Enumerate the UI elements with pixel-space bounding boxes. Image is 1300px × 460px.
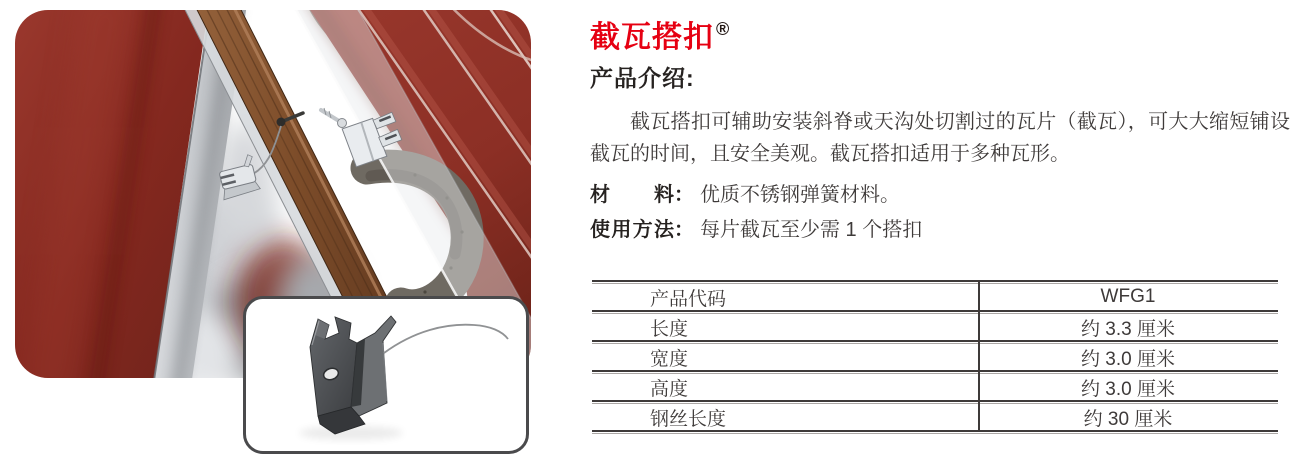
table-row	[592, 344, 1278, 370]
material-label: 材料	[590, 184, 674, 206]
table-row	[592, 404, 1278, 430]
spec-label: 钢丝长度	[650, 408, 727, 430]
table-row	[592, 314, 1278, 340]
usage-colon: ：	[674, 219, 694, 241]
spec-value: 约 3.3 厘米	[1081, 318, 1175, 340]
page-title: 截瓦搭扣	[590, 21, 714, 54]
intro-paragraph: 截瓦搭扣可辅助安装斜脊或天沟处切割过的瓦片（截瓦），可大大缩短铺设截瓦的时间，且安全美观。截瓦搭扣适用于多种瓦形。	[590, 111, 1290, 165]
product-clip	[310, 316, 396, 434]
spec-value: WFG1	[1100, 286, 1156, 307]
product-title-row	[590, 12, 729, 56]
spec-label: 宽度	[650, 348, 689, 370]
product-inset-photo	[243, 296, 529, 454]
table-row	[592, 284, 1278, 310]
material-value: 优质不锈钢弹簧材料。	[700, 184, 900, 206]
clip-wire	[384, 325, 508, 353]
spec-table	[592, 280, 1278, 434]
spec-table-column-divider	[978, 282, 980, 432]
usage-line	[590, 213, 922, 242]
spec-label: 长度	[650, 318, 689, 340]
section-heading-product-intro: 产品介绍:	[590, 65, 695, 91]
usage-label: 使用方法	[590, 219, 674, 241]
material-line	[590, 178, 900, 207]
registered-trademark: ®	[716, 19, 730, 39]
clip-product-illustration	[246, 299, 520, 445]
usage-value: 每片截瓦至少需 1 个搭扣	[700, 219, 923, 241]
spec-label: 高度	[650, 378, 689, 400]
spec-label: 产品代码	[650, 288, 727, 310]
material-colon: ：	[674, 184, 694, 206]
spec-value: 约 3.0 厘米	[1081, 378, 1175, 400]
spec-value: 约 3.0 厘米	[1081, 348, 1175, 370]
spec-table-rule	[592, 430, 1278, 434]
table-row	[592, 374, 1278, 400]
spec-value: 约 30 厘米	[1083, 408, 1173, 430]
